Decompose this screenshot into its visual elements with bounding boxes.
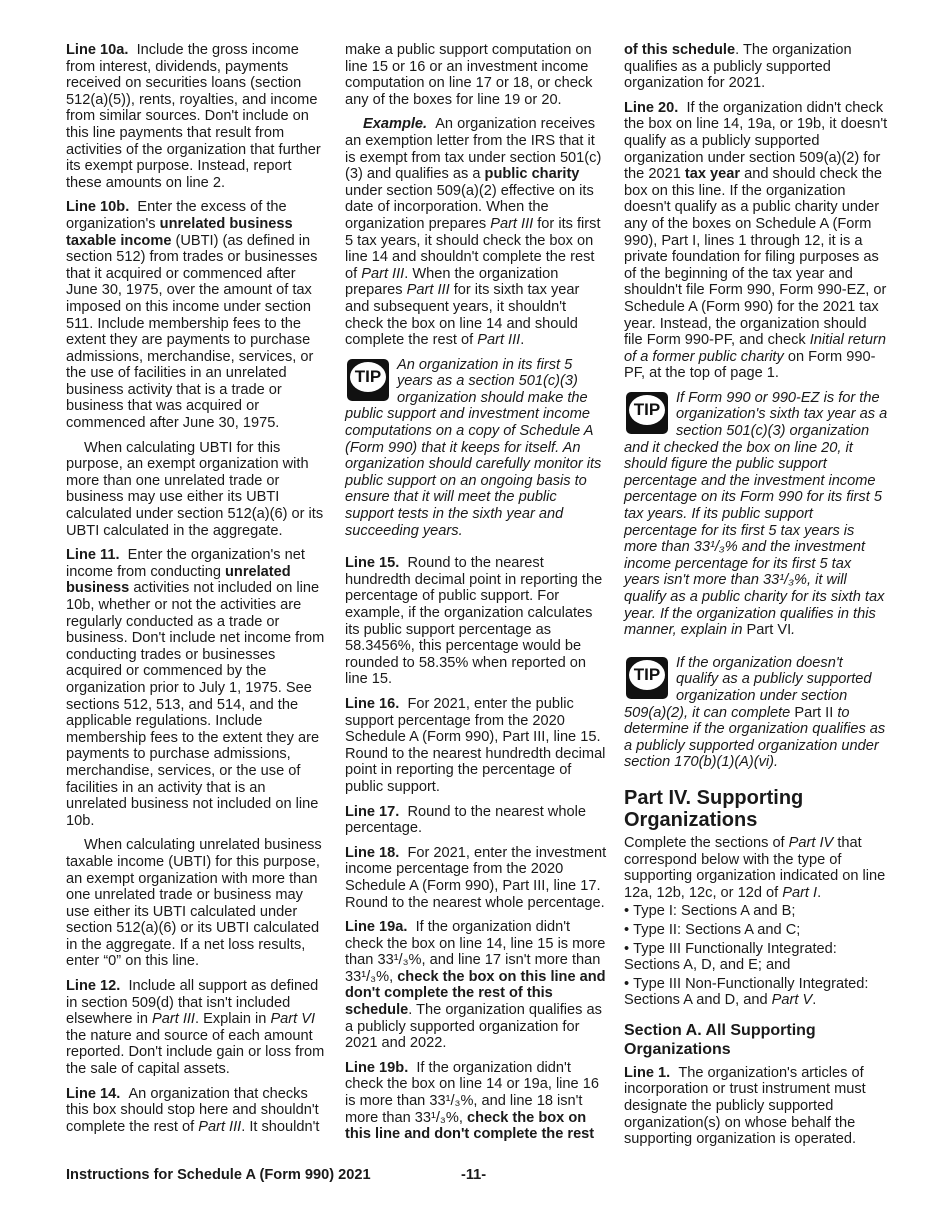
line-10a-label: Line 10a. — [66, 42, 129, 58]
line-18-paragraph — [345, 845, 607, 911]
ubti-paragraph: When calculating UBTI for this purpose, an exempt organization with more than one unrelated trade or business may use either its UBTI calculated under section 512(a)(6) or its UBTI calculated in the aggregate. — [66, 439, 324, 539]
tip-box-3 — [624, 655, 888, 771]
line-16-label: Line 16. — [345, 695, 400, 712]
line-10b-text: Enter the excess of the organization's — [66, 199, 287, 232]
line-10b-paragraph — [66, 199, 330, 431]
example-text-4: . When the organization prepares — [345, 265, 559, 299]
line-19b-instruction-end: of this schedule — [624, 42, 736, 58]
part-iii-ref: Part III — [198, 1118, 242, 1135]
example-text-end: . — [520, 332, 525, 349]
tip-text: An organization in its first 5 years as a section 501(c)(3) organization should make the public support and investment income computations on a copy of Schedule A (Form 990) that it keeps for itself. An organization should carefully monitor its public support on an ongoing basis to ensure that it will meet the public support tests in the sixth year and succeeding years. — [345, 356, 602, 539]
part-iv-intro — [624, 835, 888, 901]
line-14-paragraph — [66, 1086, 330, 1136]
example-text: An organization receives an exemption letter from the IRS that it is exempt from tax under section 501(c)(3) and qualifies as a — [345, 116, 602, 183]
line-1-label: Line 1. — [624, 1064, 671, 1081]
page-number: -11- — [461, 1167, 487, 1183]
initial-return-ref: Initial return of a former public charity — [624, 332, 886, 365]
line-19b-text-end: . The organization qualifies as a publicly supported organization for 2021. — [624, 42, 852, 92]
line-19a-label: Line 19a. — [345, 919, 408, 936]
line-12-text: Include all support as defined in section 509(d) that isn't included elsewhere in — [66, 978, 319, 1028]
line-20-paragraph — [624, 100, 888, 382]
line-14-text-cont: . It shouldn't — [241, 1118, 320, 1135]
part-iii-ref: Part III — [490, 215, 534, 232]
line-15-text: Round to the nearest hundredth decimal point in reporting the percentage of public support. For example, if the organization calculates its public support percentage as 58.3456%, this percentage would be rounded to 58.35% when reported on line 15. — [345, 555, 603, 688]
line-11-text: Enter the organization's net income from conducting — [66, 547, 305, 580]
part-vi-ref: Part VI — [746, 622, 792, 639]
part-iv-text-end: . — [817, 884, 822, 901]
line-11-paragraph — [66, 547, 330, 829]
part-iv-text-2: that correspond below with the type of supporting organization indicated on line 12a, 12b, 12c, or 12d of — [624, 834, 886, 901]
part-iv-text: Complete the sections of — [624, 834, 789, 851]
line-11-label: Line 11. — [66, 547, 120, 564]
example-label: Example. — [363, 116, 428, 133]
tip-icon: TIP — [624, 390, 670, 436]
part-v-ref: Part V — [771, 992, 813, 1009]
line-19b-continuation — [624, 42, 888, 92]
line-17-text: Round to the nearest whole percentage. — [345, 803, 586, 837]
line-10a-paragraph — [66, 42, 330, 191]
footer-title: Instructions for Schedule A (Form 990) 2021 — [66, 1167, 371, 1183]
line-12-text-cont: . Explain in — [194, 1011, 271, 1028]
line-10b-text-cont: (UBTI) (as defined in section 512) from trades or businesses that it acquired or commenced after June 30, 1975, over the amount of tax imposed on this income under section 511. Include membership fees to the extent they are payments to purchase admissions, merchandise, services, or the use of facilities in an unrelated business activity that is a trade or business that was acquired or commenced after June 30, 1975. — [66, 232, 318, 432]
line-15-paragraph — [345, 555, 607, 688]
line-20-label: Line 20. — [624, 99, 679, 116]
ubti-paragraph-2: When calculating unrelated business taxable income (UBTI) for this purpose, an exempt organization with more than one unrelated trade or business may use either its UBTI calculated under section 512(a)(6) or its UBTI calculated in the aggregate. If a net loss results, enter “0” on this line. — [66, 837, 322, 970]
tax-year-term: tax year — [684, 166, 741, 183]
line-10b-label: Line 10b. — [66, 199, 130, 216]
line-19a-text: If the organization didn't check the box on line 14, line 15 is more than 33¹/₃%, and line 17 isn't more than 33¹/₃%, — [345, 919, 606, 985]
part-iii-ref: Part III — [152, 1011, 195, 1028]
line-17-paragraph — [345, 804, 607, 837]
tip-text-end: to determine if the organization qualifies as a publicly supported organization under section 170(b)(1)(A)(vi). — [624, 704, 886, 771]
part-i-ref: Part I — [782, 884, 818, 901]
line-19a-paragraph — [345, 919, 607, 1052]
line-19a-instruction: check the box on this line and don't complete the rest of this schedule — [345, 968, 606, 1019]
part-vi-ref: Part VI — [270, 1011, 316, 1028]
list-item: • Type III Non-Functionally Integrated: Sections A and D, and Part V. — [624, 976, 888, 1009]
line-19b-text: If the organization didn't check the box on line 14 or 19a, line 16 is more than 33¹/₃%, and line 18 isn't more than 33¹/₃%, — [345, 1059, 599, 1126]
line-18-label: Line 18. — [345, 844, 400, 861]
example-paragraph — [345, 116, 607, 348]
tip-box-1 — [345, 357, 607, 540]
line-14-text: An organization that checks this box should stop here and shouldn't complete the rest of — [66, 1085, 319, 1135]
part-iv-heading: Part IV. Supporting Organizations — [624, 786, 804, 831]
line-11-text-cont: activities not included on line 10b, whether or not the activities are regularly conducted as a trade or business. Don't include net income from conducting trades or businesses acquired or commenced by the organization prior to July 1, 1975. See sections 512, 513, and 514, and the applicable regulations. Include membership fees to the extent they are payments to purchase admissions, merchandise, services, or the use of facilities in an activity that is an unrelated business not included on line 10b. — [66, 580, 325, 829]
public-charity-term: public charity — [484, 166, 580, 183]
line-14-continuation: make a public support computation on line 15 or 16 or an investment income computation on line 17 or 18, or check any of the boxes for line 19 or 20. — [345, 42, 593, 108]
tip-box-2 — [624, 390, 888, 639]
line-12-paragraph — [66, 978, 330, 1078]
line-14-label: Line 14. — [66, 1085, 121, 1102]
example-text-5: for its sixth tax year and subsequent years, it shouldn't check the box on line 14 and should complete the rest of — [345, 282, 580, 349]
line-19b-paragraph — [345, 1060, 607, 1143]
section-a-heading: Section A. All Supporting Organizations — [624, 1021, 816, 1058]
line-20-text: If the organization didn't check the box on line 14, 19a, or 19b, it doesn't qualify as a publicly supported organization under section 509(a)(2) for the 2021 — [624, 99, 888, 183]
part-iii-ref: Part III — [406, 282, 450, 299]
line-20-text-end: on Form 990-PF, at the top of page 1. — [624, 348, 876, 382]
part-ii-ref: Part II — [794, 704, 834, 721]
supporting-org-types-list — [624, 903, 888, 1009]
line-15-label: Line 15. — [345, 555, 400, 572]
line-19a-text-end: . The organization qualifies as a publicly supported organization for 2021 and 2022. — [345, 1002, 602, 1052]
example-text-2: under section 509(a)(2) effective on its date of incorporation. When the organization prepares — [345, 182, 594, 232]
part-iv-ref: Part IV — [788, 834, 834, 851]
line-1-text: The organization's articles of incorporation or trust instrument must designate the publicly supported organization(s) on whose behalf the supporting organization is operated. — [624, 1064, 866, 1148]
list-item: • Type I: Sections A and B; — [624, 903, 888, 920]
ubti-term: unrelated business taxable income — [66, 215, 293, 249]
example-text-3: for its first 5 tax years, it should check the box on line 14 and shouldn't complete the rest of — [345, 215, 601, 282]
column-1 — [66, 42, 330, 1143]
column-2 — [345, 42, 607, 1151]
tip-text: If the organization doesn't qualify as a publicly supported organization under section 509(a)(2), it can complete — [624, 654, 872, 721]
part-iii-ref: Part III — [477, 332, 521, 349]
line-12-text-end: the nature and source of each amount reported. Don't include gain or loss from the sale of capital assets. — [66, 1027, 325, 1078]
list-item: • Type III Functionally Integrated: Sections A, D, and E; and — [624, 941, 888, 974]
column-3 — [624, 42, 888, 1156]
list-item: • Type II: Sections A and C; — [624, 922, 888, 939]
tip-icon: TIP — [624, 655, 670, 701]
line-17-label: Line 17. — [345, 803, 400, 820]
line-20-text-2: and should check the box on this line. If the organization doesn't qualify as a public charity under any of the boxes on Schedule A (Form 990), Part I, lines 1 through 12, it is a private foundation for filing purposes as of the beginning of the tax year and shouldn't file Form 990, Form 990-EZ, or Schedule A (Form 990) for the 2021 tax year. Instead, the organization should file Form 990-PF, and check — [624, 166, 887, 349]
line-16-paragraph — [345, 696, 607, 796]
tip-text: If Form 990 or 990-EZ is for the organization's sixth tax year as a section 501(c)(3) organization and it checked the box on line 20, it should figure the public support percentage and the investment income percentage on its Form 990 for its first 5 tax years. If its public support percentage for its first 5 tax years is more than 33¹/₃% and the investment income percentage for its first 5 tax years isn't more than 33¹/₃%, it will qualify as a public charity for its sixth tax year. If the organization qualifies in this manner, explain in — [624, 389, 888, 639]
tip-icon: TIP — [345, 357, 391, 403]
line-19b-label: Line 19b. — [345, 1059, 409, 1076]
line-16-text: For 2021, enter the public support percentage from the 2020 Schedule A (Form 990), Part III, line 15. Round to the nearest hundredth decimal point in reporting the percentage of public support. — [345, 695, 606, 795]
unrelated-business-term: unrelated business — [66, 563, 291, 597]
line-10a-text: Include the gross income from interest, dividends, payments received on securities loans (section 512(a)(5)), rents, royalties, and income from similar sources. Don't include on this line payments that result from activities of the organization that further its exempt purpose. Instead, report these amounts on line 2. — [66, 42, 321, 191]
part-iii-ref: Part III — [361, 265, 405, 282]
line-19b-instruction: check the box on this line and don't complete the rest — [345, 1109, 595, 1143]
line-12-label: Line 12. — [66, 978, 121, 995]
tip-text-end: . — [791, 622, 796, 639]
line-18-text: For 2021, enter the investment income percentage from the 2020 Schedule A (Form 990), Part III, line 17. Round to the nearest whole percentage. — [345, 844, 607, 911]
line-1-paragraph — [624, 1065, 888, 1148]
